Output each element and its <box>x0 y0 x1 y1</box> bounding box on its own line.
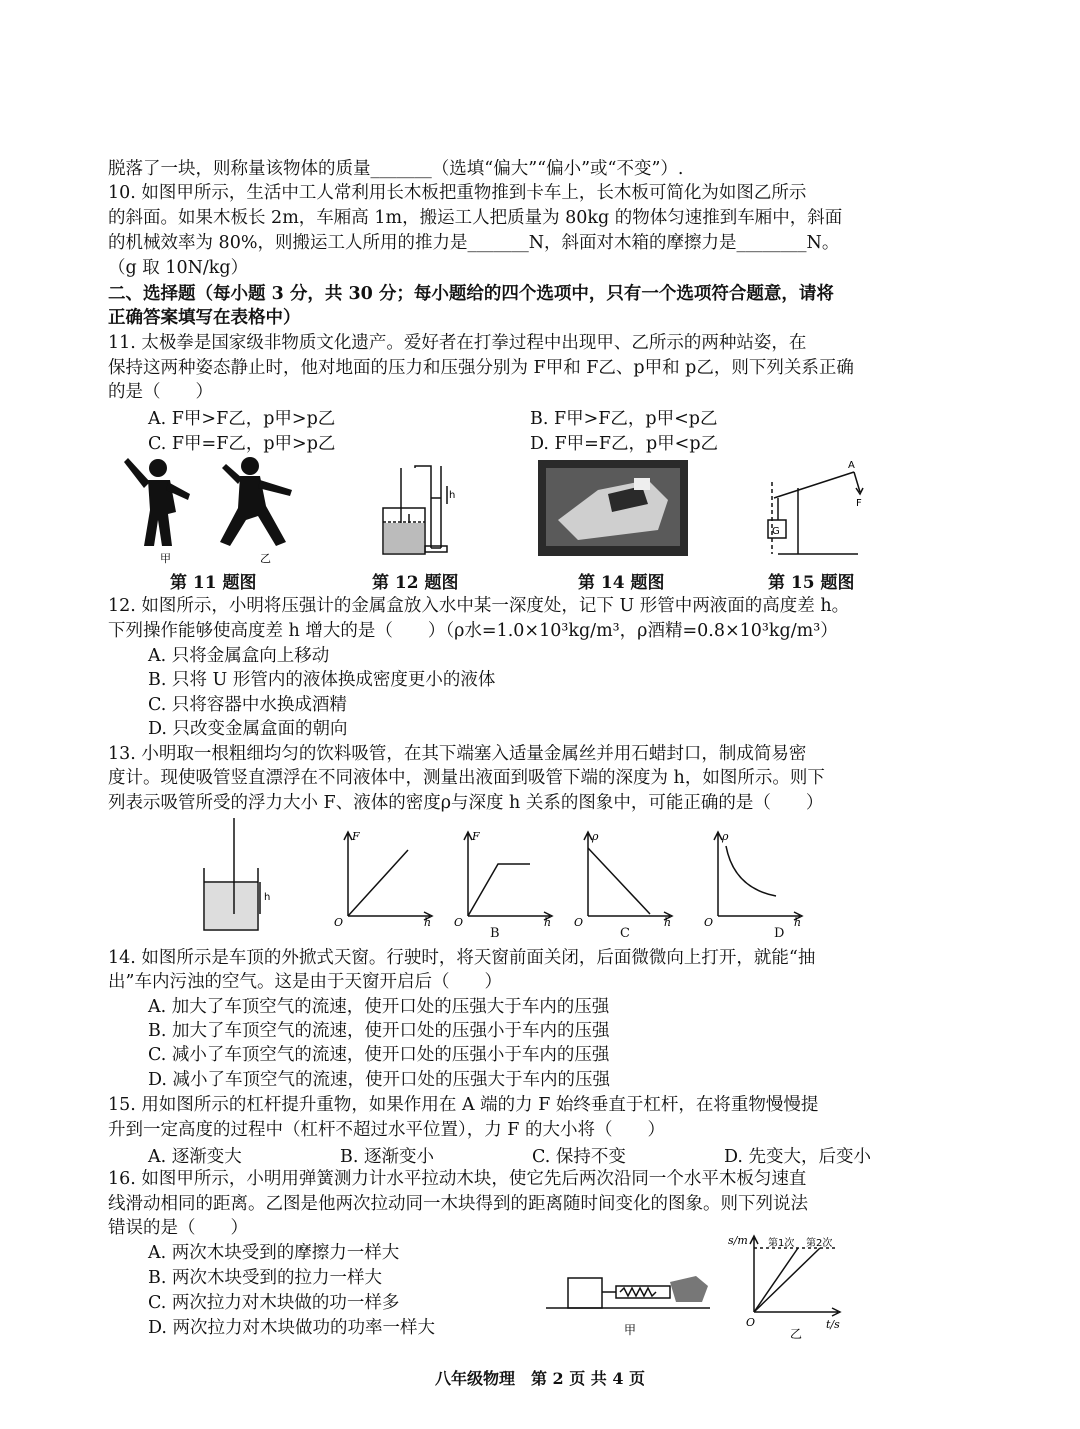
q12-line2: 下列操作能够使高度差 h 增大的是（ ）（ρ水=1.0×10³kg/m³，ρ酒精=0.8×10³kg/m³） <box>108 621 838 641</box>
fig16-yi-st-graph <box>728 1232 858 1342</box>
q12-option-a: A. 只将金属盒向上移动 <box>148 646 330 666</box>
graph-a <box>330 826 440 926</box>
q10-line3: 的机械效率为 80%，则搬运工人所用的推力是_______N，斜面对木箱的摩擦力是________N。 <box>108 233 840 253</box>
q11-line3: 的是（ ） <box>108 382 213 402</box>
fig16-second-label: 第2次 <box>806 1238 833 1249</box>
q11-line1: 11. 太极拳是国家级非物质文化遗产。爱好者在打拳过程中出现甲、乙所示的两种站姿，在 <box>108 333 807 353</box>
q15-option-c: C. 保持不变 <box>532 1147 626 1167</box>
fig11-caption: 第 11 题图 <box>170 573 257 593</box>
fig16-origin: O <box>746 1316 756 1329</box>
fig12-pressure-gauge <box>365 458 475 558</box>
q14-line2: 出”车内污浊的空气。这是由于天窗开启后（ ） <box>108 972 502 992</box>
q15-option-d: D. 先变大，后变小 <box>724 1147 872 1167</box>
fig15-label-a: A <box>848 460 855 471</box>
q11-line2: 保持这两种姿态静止时，他对地面的压力和压强分别为 F甲和 F乙、p甲和 p乙，则下列关系正确 <box>108 358 854 378</box>
fig16-axis-s: s/m <box>728 1234 748 1247</box>
q14-option-c: C. 减小了车顶空气的流速，使开口处的压强小于车内的压强 <box>148 1045 610 1065</box>
graph-d-origin: O <box>704 916 714 926</box>
q14-line1: 14. 如图所示是车顶的外掀式天窗。行驶时，将天窗前面关闭，后面微微向上打开，就能“抽 <box>108 948 816 968</box>
fig12-label-h: h <box>449 490 456 501</box>
fig15-label-f: F <box>856 498 862 509</box>
graph-b <box>450 826 560 926</box>
graph-c-x-label: h <box>664 916 672 926</box>
graph-b-x-label: h <box>544 916 552 926</box>
q9-tail: 脱落了一块，则称量该物体的质量_______（选填“偏大”“偏小”或“不变”）. <box>108 159 684 179</box>
fig16-label-jia: 甲 <box>624 1323 637 1337</box>
fig12-caption: 第 12 题图 <box>372 573 459 593</box>
q11-option-b: B. F甲>F乙，p甲<p乙 <box>530 409 718 429</box>
q16-line2: 线滑动相同的距离。乙图是他两次拉动同一木块得到的距离随时间变化的图象。则下列说法 <box>108 1194 808 1214</box>
q16-option-b: B. 两次木块受到的拉力一样大 <box>148 1268 382 1288</box>
q12-option-b: B. 只将 U 形管内的液体换成密度更小的液体 <box>148 670 496 690</box>
q16-option-c: C. 两次拉力对木块做的功一样多 <box>148 1293 400 1313</box>
fig11-taichi-figures <box>110 450 320 568</box>
graph-c-letter: C <box>620 926 630 941</box>
fig13-label-h: h <box>264 892 271 903</box>
q14-option-a: A. 加大了车顶空气的流速，使开口处的压强大于车内的压强 <box>148 997 610 1017</box>
q11-option-c: C. F甲=F乙，p甲>p乙 <box>148 434 336 454</box>
q15-option-b: B. 逐渐变小 <box>340 1147 434 1167</box>
section2-heading-1: 二、选择题（每小题 3 分，共 30 分；每小题给的四个选项中，只有一个选项符合题意，请将 <box>108 284 834 304</box>
q14-option-b: B. 加大了车顶空气的流速，使开口处的压强小于车内的压强 <box>148 1021 610 1041</box>
q11-option-a: A. F甲>F乙，p甲>p乙 <box>148 409 336 429</box>
q14-option-d: D. 减小了车顶空气的流速，使开口处的压强大于车内的压强 <box>148 1070 611 1090</box>
fig16-first-label: 第1次 <box>768 1238 795 1249</box>
q13-line3: 列表示吸管所受的浮力大小 F、液体的密度ρ与深度 h 关系的图象中，可能正确的是（ ） <box>108 793 824 813</box>
q11-option-d: D. F甲=F乙，p甲<p乙 <box>530 434 719 454</box>
q15-line1: 15. 用如图所示的杠杆提升重物，如果作用在 A 端的力 F 始终垂直于杠杆，在将重物慢慢提 <box>108 1095 819 1115</box>
fig14-caption: 第 14 题图 <box>578 573 665 593</box>
graph-b-letter: B <box>490 926 500 941</box>
page-footer: 八年级物理 第 2 页 共 4 页 <box>434 1369 646 1388</box>
q13-line1: 13. 小明取一根粗细均匀的饮料吸管，在其下端塞入适量金属丝并用石蜡封口，制成简易密 <box>108 744 807 764</box>
q10-line1: 10. 如图甲所示，生活中工人常利用长木板把重物推到卡车上，长木板可简化为如图乙所示 <box>108 183 807 203</box>
graph-d-letter: D <box>774 926 785 941</box>
q16-line1: 16. 如图甲所示，小明用弹簧测力计水平拉动木块，使它先后两次沿同一个水平木板匀速直 <box>108 1169 807 1189</box>
q15-option-a: A. 逐渐变大 <box>148 1147 242 1167</box>
q10-line2: 的斜面。如果木板长 2m，车厢高 1m，搬运工人把质量为 80kg 的物体匀速推到车厢中，斜面 <box>108 208 843 228</box>
fig16-label-yi: 乙 <box>790 1327 803 1341</box>
q16-option-d: D. 两次拉力对木块做功的功率一样大 <box>148 1318 436 1338</box>
fig15-label-g: G <box>772 526 780 537</box>
graph-c <box>570 826 680 926</box>
graph-d-y-label: ρ <box>722 830 729 843</box>
q16-line3: 错误的是（ ） <box>108 1218 248 1238</box>
q12-option-c: C. 只将容器中水换成酒精 <box>148 695 347 715</box>
q15-line2: 升到一定高度的过程中（杠杆不超过水平位置），力 F 的大小将（ ） <box>108 1120 666 1140</box>
fig14-car-sunroof <box>538 460 688 556</box>
fig11-label-jia: 甲 <box>160 552 171 565</box>
graph-b-origin: O <box>454 916 464 926</box>
graph-a-x-label: h <box>424 916 432 926</box>
fig16-jia-spring-scale <box>546 1262 716 1342</box>
graph-c-y-label: ρ <box>592 830 599 843</box>
graph-b-y-label: F <box>472 830 480 843</box>
q16-option-a: A. 两次木块受到的摩擦力一样大 <box>148 1243 400 1263</box>
graph-c-origin: O <box>574 916 584 926</box>
section2-heading-2: 正确答案填写在表格中） <box>108 308 301 328</box>
graph-a-origin: O <box>334 916 344 926</box>
q13-line2: 度计。现使吸管竖直漂浮在不同液体中，测量出液面到吸管下端的深度为 h，如图所示。则下 <box>108 768 825 788</box>
fig15-lever <box>758 458 868 558</box>
graph-d <box>700 826 810 926</box>
q10-line4: （g 取 10N/kg） <box>108 258 249 278</box>
graph-a-y-label: F <box>352 830 360 843</box>
q12-option-d: D. 只改变金属盒面的朝向 <box>148 719 348 739</box>
fig13-straw-in-beaker <box>198 818 280 936</box>
fig16-axis-t: t/s <box>826 1318 840 1331</box>
fig15-caption: 第 15 题图 <box>768 573 855 593</box>
fig11-label-yi: 乙 <box>260 552 271 565</box>
graph-d-x-label: h <box>794 916 802 926</box>
q12-line1: 12. 如图所示，小明将压强计的金属盒放入水中某一深度处，记下 U 形管中两液面的高度差 h。 <box>108 596 850 616</box>
